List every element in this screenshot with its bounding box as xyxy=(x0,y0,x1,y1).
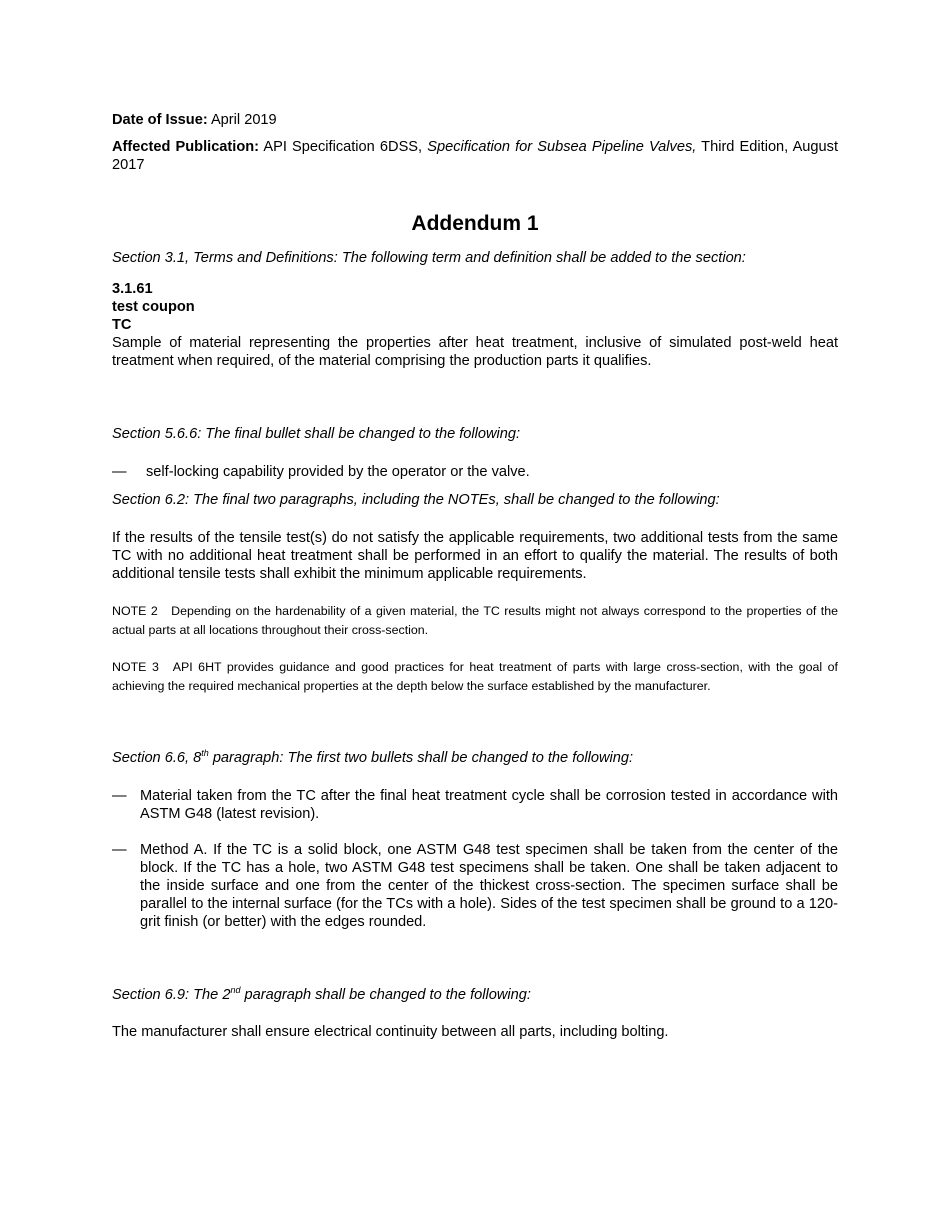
sec62-paragraph: If the results of the tensile test(s) do not satisfy the applicable requirements, two additional tests from the same TC with no additional heat treatment shall be performed in an effort to qualify the material. The results of both additional tensile tests shall exhibit the minimum applicable requirements. xyxy=(112,530,838,582)
sec566-heading: Section 5.6.6: The final bullet shall be changed to the following: xyxy=(112,426,521,442)
affected-label: Affected Publication: xyxy=(112,139,260,155)
document-page xyxy=(112,111,838,1041)
sec66-bullet-2-text: Method A. If the TC is a solid block, one ASTM G48 test specimen shall be taken from the center of the block. If the TC has a hole, two ASTM G48 test specimens shall be taken. One shall be taken adjacent to the inside surface and one from the center of the thickest cross-section. The specimen surface shall be parallel to the internal surface (for the TCs with a hole). Sides of the test specimen shall be ground to a 120-grit finish (or better) with the edges rounded. xyxy=(140,842,838,930)
sec66-bullet-1 xyxy=(112,787,838,823)
note-2-label: NOTE 2 xyxy=(112,604,158,618)
affected-publication xyxy=(112,138,838,174)
em-dash: — xyxy=(112,788,127,804)
note-3 xyxy=(112,658,838,696)
sec566-bullet-text: self-locking capability provided by the operator or the valve. xyxy=(146,464,530,480)
note-3-label: NOTE 3 xyxy=(112,660,159,674)
sec69-heading-post: paragraph shall be changed to the following: xyxy=(240,987,531,1003)
sec31-heading: Section 3.1, Terms and Definitions: The following term and definition shall be added to the section: xyxy=(112,250,746,266)
affected-pre: API Specification 6DSS, xyxy=(263,139,423,155)
page-title: Addendum 1 xyxy=(411,212,539,235)
affected-title: Specification for Subsea Pipeline Valves, xyxy=(427,139,697,155)
sec66-bullet-1-text: Material taken from the TC after the final heat treatment cycle shall be corrosion tested in accordance with ASTM G48 (latest revision). xyxy=(140,788,838,822)
note-2-text: Depending on the hardenability of a given material, the TC results might not always correspond to the properties of the actual parts at all locations throughout their cross-section. xyxy=(112,604,838,637)
date-value: April 2019 xyxy=(210,112,277,128)
term-entry xyxy=(112,280,838,370)
term-number: 3.1.61 xyxy=(112,281,153,297)
term-abbrev: TC xyxy=(112,317,132,333)
sec62-heading: Section 6.2: The final two paragraphs, including the NOTEs, shall be changed to the following: xyxy=(112,492,720,508)
note-3-text: API 6HT provides guidance and good practices for heat treatment of parts with large cross-section, with the goal of achieving the required mechanical properties at the depth below the surface established by the manufacturer. xyxy=(112,660,838,693)
sec66-bullet-2 xyxy=(112,841,838,931)
sec69-heading-sup: nd xyxy=(230,985,241,995)
sec69-heading xyxy=(112,986,838,1004)
sec66-heading xyxy=(112,749,838,767)
date-of-issue xyxy=(112,111,838,129)
sec66-heading-pre: Section 6.6, 8 xyxy=(112,750,202,766)
sec69-paragraph: The manufacturer shall ensure electrical continuity between all parts, including bolting. xyxy=(112,1024,669,1040)
sec69-heading-pre: Section 6.9: The 2 xyxy=(112,987,231,1003)
date-label: Date of Issue: xyxy=(112,112,208,128)
em-dash: — xyxy=(112,464,127,480)
sec66-heading-sup: th xyxy=(201,748,209,758)
em-dash: — xyxy=(112,842,127,858)
note-2 xyxy=(112,602,838,640)
sec66-heading-post: paragraph: The first two bullets shall be changed to the following: xyxy=(208,750,634,766)
sec566-bullet xyxy=(112,463,838,481)
affected-post: Third Edition, August 2017 xyxy=(112,139,838,173)
term-name: test coupon xyxy=(112,299,195,315)
term-definition: Sample of material representing the properties after heat treatment, inclusive of simulated post-weld heat treatment when required, of the material comprising the production parts it qualifies. xyxy=(112,335,838,369)
